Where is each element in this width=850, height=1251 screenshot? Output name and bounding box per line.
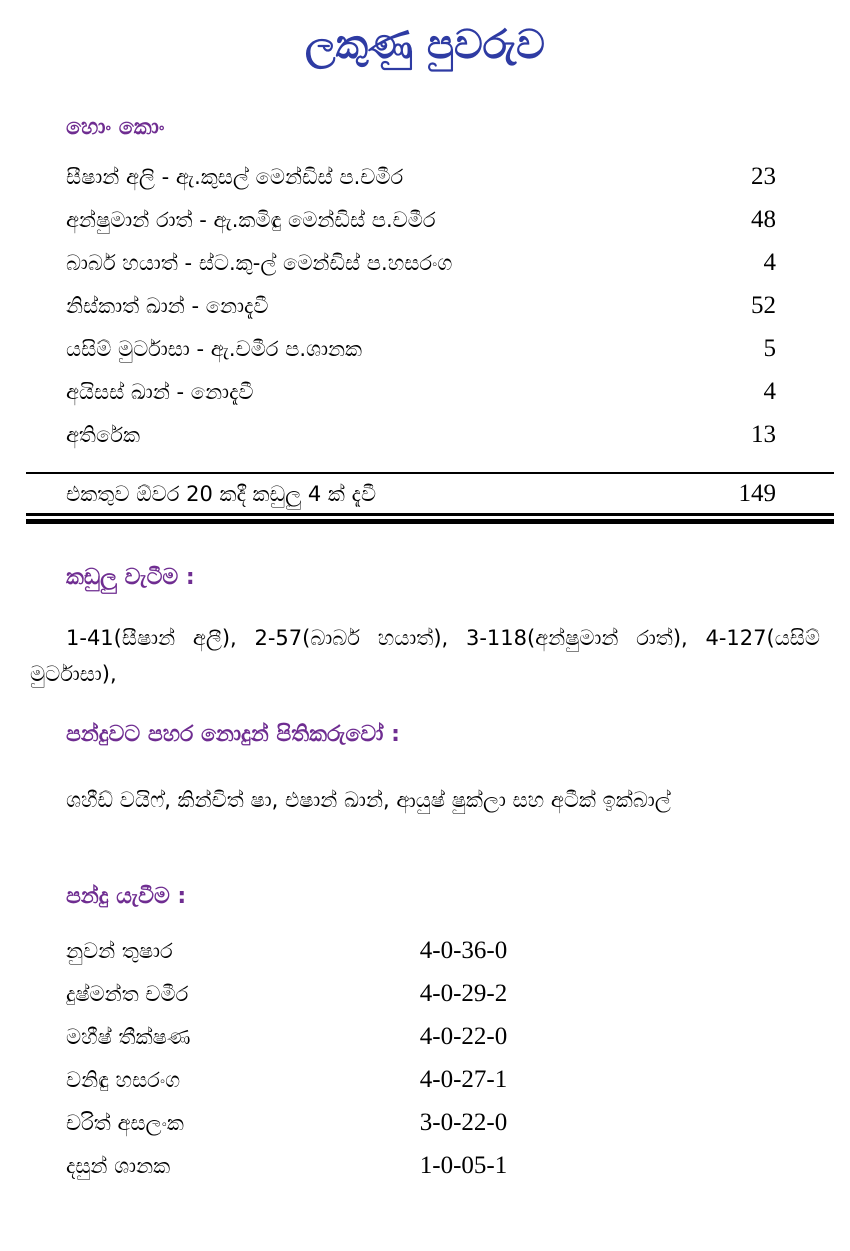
total-label: එකතුව ඕවර 20 කදී කඩුලු 4 ක් දැවී	[66, 482, 377, 506]
bowling-heading: පන්දු යැවීම :	[66, 884, 187, 909]
batsman-runs: 48	[751, 206, 776, 233]
extras-runs: 13	[751, 421, 776, 448]
batsman-dismissal: සීෂාන් අලි - ඇ.කුසල් මෙන්ඩිස් ප.චමීර	[66, 165, 404, 189]
batsman-runs: 4	[763, 249, 776, 276]
batsman-runs: 5	[763, 335, 776, 362]
bowler-figures: 4-0-27-1	[419, 1066, 508, 1093]
batting-row	[66, 203, 776, 237]
batting-row	[66, 160, 776, 194]
batsman-dismissal: අයිසස් ඛාන් - නොදැවී	[66, 380, 254, 404]
bowler-name: වනිඳු හසරංග	[66, 1068, 181, 1092]
bowler-name: දුෂ්මන්ත චමීර	[66, 982, 189, 1006]
batsman-dismissal: බාබර් හයාත් - ස්ට.කු-ල් මෙන්ඩිස් ප.හසරංග	[66, 251, 453, 275]
batsman-runs: 23	[751, 163, 776, 190]
bowler-name: දසුන් ශානක	[66, 1154, 171, 1178]
bowler-figures: 4-0-29-2	[419, 980, 508, 1007]
batsman-dismissal: අන්ෂුමාන් රාත් - ඇ.කමිඳු මෙන්ඩිස් ප.චමීර	[66, 208, 436, 232]
page-title: ලකුණු පුවරුව	[305, 22, 545, 68]
divider	[26, 513, 834, 516]
bowler-figures: 4-0-22-0	[419, 1023, 508, 1050]
fall-of-wickets-heading: කඩුලු වැටීම :	[66, 565, 195, 590]
bowler-name: මහීෂ් තීක්ෂණ	[66, 1025, 191, 1049]
batting-row	[66, 375, 776, 409]
batsman-dismissal: නිස්කාත් ඛාන් - නොදැවී	[66, 294, 269, 318]
bowler-figures: 4-0-36-0	[419, 937, 508, 964]
batting-row	[66, 246, 776, 280]
did-not-bat-heading: පන්දුවට පහර නොදුන් පිතිකරුවෝ :	[66, 722, 400, 747]
fall-of-wickets-text: 1-41(සීෂාන් අලී), 2-57(බාබර් හයාත්), 3-118(අන්ෂුමාන් රාත්), 4-127(යසිම් මුර්ටාසා),	[30, 626, 820, 686]
extras-row	[66, 418, 776, 452]
batsman-runs: 4	[763, 378, 776, 405]
batsman-runs: 52	[751, 292, 776, 319]
bowler-figures: 3-0-22-0	[419, 1109, 508, 1136]
batting-team-heading: හොං කොං	[66, 115, 165, 140]
batting-row	[66, 289, 776, 323]
bowler-name: නුවන් තුෂාර	[66, 939, 173, 963]
total-row	[66, 477, 776, 511]
did-not-bat-text: ශහීඩ් වයිෆ්, කින්චිත් ෂා, එෂාන් ඛාන්, ආයුෂ් ෂුක්ලා සහ අටීක් ඉක්බාල්	[66, 788, 671, 812]
batting-row	[66, 332, 776, 366]
divider	[26, 519, 834, 524]
extras-label: අතිරේක	[66, 423, 141, 447]
total-runs: 149	[738, 480, 776, 507]
divider	[26, 472, 834, 474]
batsman-dismissal: යසිම් මුර්ටාසා - ඇ.චමීර ප.ශානක	[66, 337, 363, 361]
bowler-name: චරිත් අසලංක	[66, 1111, 184, 1135]
bowler-figures: 1-0-05-1	[419, 1152, 508, 1179]
